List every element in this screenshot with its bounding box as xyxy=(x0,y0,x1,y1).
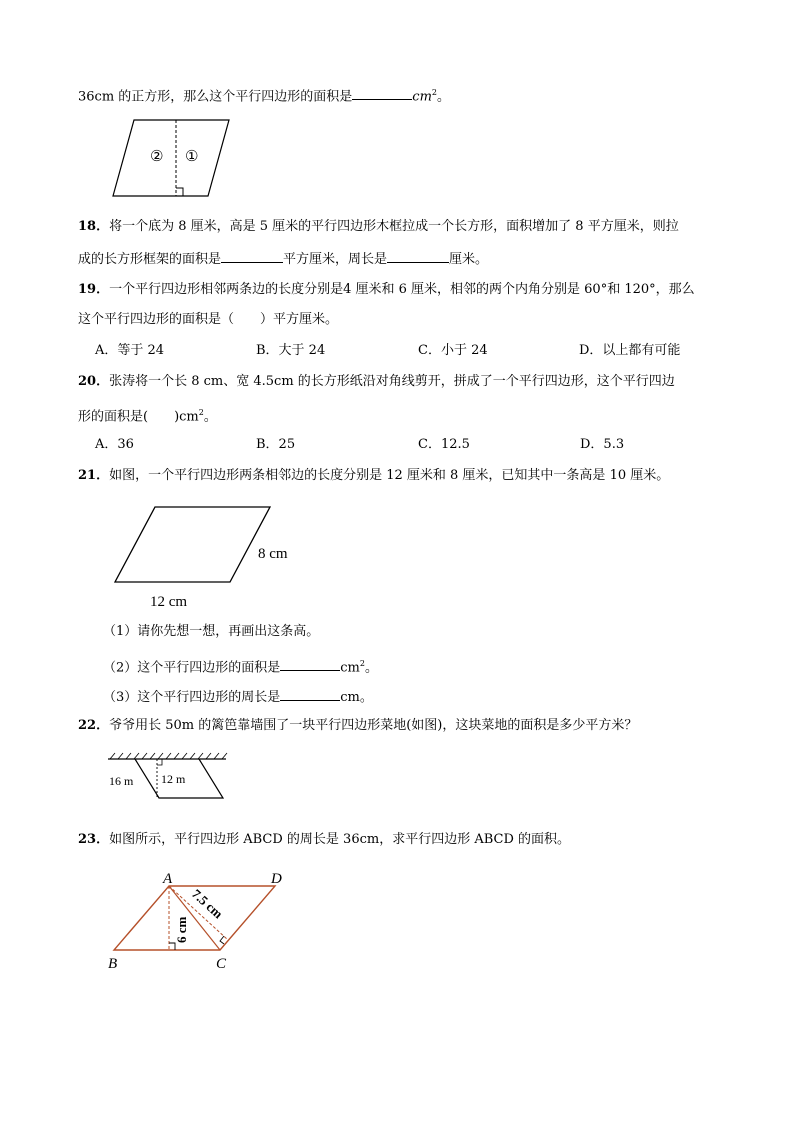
q20-option-b[interactable]: B．25 xyxy=(256,437,296,452)
q19-line1 xyxy=(78,281,695,299)
q21-sub2 xyxy=(103,655,378,677)
q21-perimeter-blank[interactable] xyxy=(280,686,340,701)
q19-text-1: 一个平行四边形相邻两条边的长度分别是4 厘米和 6 厘米，相邻的两个内角分别是 60°和 120°，那么 xyxy=(109,282,695,297)
q17-unit-sup: 2 xyxy=(431,88,437,97)
q23-label-a: A xyxy=(163,871,173,887)
q23-number: 23． xyxy=(78,832,110,847)
q21-sub1: （1）请你先想一想，再画出这条高。 xyxy=(103,624,320,639)
q21-parallelogram xyxy=(115,507,270,582)
q22-wall-hatching xyxy=(110,753,227,759)
q21-area-blank[interactable] xyxy=(280,656,340,671)
q17-unit: cm xyxy=(412,89,432,105)
q20-text-2a: 形的面积是( )cm xyxy=(78,409,199,425)
q21-side-label: 8 cm xyxy=(258,546,288,562)
q17-right-angle-mark xyxy=(176,188,183,196)
q17-parallelogram xyxy=(113,120,229,196)
q23-right-angle-mark-2 xyxy=(220,936,224,944)
q21-line1 xyxy=(78,467,669,485)
q22-line1 xyxy=(78,717,637,735)
q23-label-c: C xyxy=(216,956,227,972)
q21-text-1: 如图，一个平行四边形两条相邻边的长度分别是 12 厘米和 8 厘米，已知其中一条高是 10 厘米。 xyxy=(109,468,670,483)
q19-text-2: 这个平行四边形的面积是（ ）平方厘米。 xyxy=(78,312,339,327)
q23-label-b: B xyxy=(108,956,118,972)
q21-sub3-unit: cm。 xyxy=(340,690,373,705)
q20-option-c[interactable]: C．12.5 xyxy=(418,437,470,452)
q19-number: 19． xyxy=(78,282,110,297)
q22-text-1: 爷爷用长 50m 的篱笆靠墙围了一块平行四边形菜地(如图)，这块菜地的面积是多少平方米？ xyxy=(109,718,638,733)
q17-text xyxy=(78,84,450,106)
q20-option-a[interactable]: A．36 xyxy=(95,437,134,452)
q19-option-c[interactable]: C．小于 24 xyxy=(418,343,488,358)
q18-line1 xyxy=(78,218,679,236)
q19-option-b[interactable]: B．大于 24 xyxy=(256,343,326,358)
q23-text-1: 如图所示，平行四边形 ABCD 的周长是 36cm，求平行四边形 ABCD 的面积。 xyxy=(109,832,571,847)
q23-label-d: D xyxy=(271,871,282,887)
q21-parallelogram-figure xyxy=(110,500,310,612)
q20-number: 20． xyxy=(78,374,110,389)
q21-base-label: 12 cm xyxy=(150,594,188,610)
q18-text-2b: 平方厘米，周长是 xyxy=(283,252,388,267)
q18-line2 xyxy=(78,248,488,269)
q21-sub2-text: （2）这个平行四边形的面积是 xyxy=(103,660,281,676)
q20-sup: 2 xyxy=(198,408,204,417)
q23-height-label-7-5cm: 7.5 cm xyxy=(188,886,226,922)
q21-sub2-sup: 2 xyxy=(359,659,365,668)
q17-label-1: ① xyxy=(185,147,199,165)
q19-option-d[interactable]: D．以上都有可能 xyxy=(579,343,681,358)
q21-sub3-text: （3）这个平行四边形的周长是 xyxy=(103,690,281,705)
q19-option-a[interactable]: A．等于 24 xyxy=(95,343,165,358)
q22-height-label: 12 m xyxy=(161,772,186,786)
q18-text-2a: 成的长方形框架的面积是 xyxy=(78,252,222,267)
q18-area-blank[interactable] xyxy=(221,248,283,263)
q22-side-label: 16 m xyxy=(109,774,134,788)
q23-right-angle-mark-1 xyxy=(169,943,175,950)
q23-line1 xyxy=(78,831,570,849)
q18-perimeter-blank[interactable] xyxy=(387,248,449,263)
q21-sub2-end: 。 xyxy=(364,660,378,676)
q20-option-d[interactable]: D．5.3 xyxy=(580,437,625,452)
q18-text-1: 将一个底为 8 厘米，高是 5 厘米的平行四边形木框拉成一个长方形，面积增加了 8 平方厘米，则拉 xyxy=(109,219,679,234)
q23-height-label-6cm: 6 cm xyxy=(174,916,189,943)
q17-label-2: ② xyxy=(150,147,164,165)
q20-text-2b: 。 xyxy=(203,409,217,425)
q21-sub3 xyxy=(103,686,373,707)
q18-text-2c: 厘米。 xyxy=(449,252,489,267)
q21-sub2-unit: cm xyxy=(340,660,360,676)
q23-parallelogram-figure xyxy=(105,865,295,975)
q22-number: 22． xyxy=(78,718,110,733)
q17-end: 。 xyxy=(437,89,451,105)
q17-answer-blank[interactable] xyxy=(352,85,412,100)
q21-number: 21． xyxy=(78,468,110,483)
q17-parallelogram-figure xyxy=(105,112,235,204)
q17-text-start: 36cm 的正方形，那么这个平行四边形的面积是 xyxy=(78,89,353,105)
q20-line2 xyxy=(78,404,217,426)
q22-right-angle-mark xyxy=(157,759,162,765)
q20-line1 xyxy=(78,373,675,391)
q22-garden-figure xyxy=(105,752,230,804)
q19-line2 xyxy=(78,311,338,329)
q18-number: 18． xyxy=(78,219,110,234)
q20-text-1: 张涛将一个长 8 cm、宽 4.5cm 的长方形纸沿对角线剪开，拼成了一个平行四边形，这个平行四边 xyxy=(109,374,675,389)
